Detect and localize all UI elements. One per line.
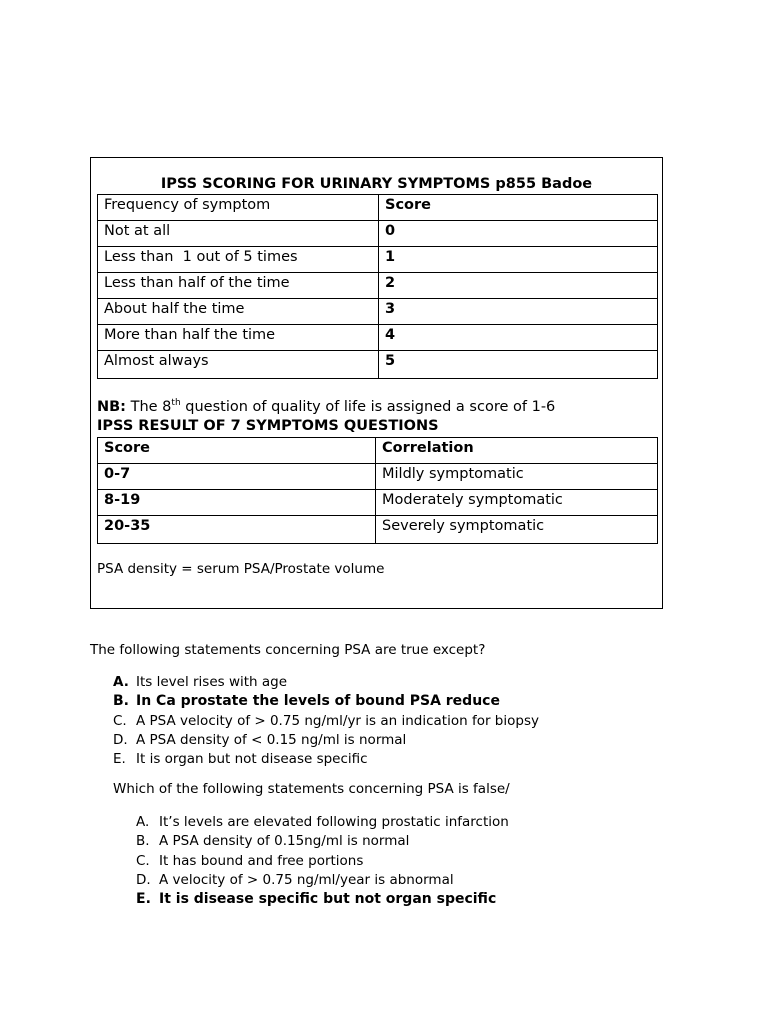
frequency-cell: Not at all: [98, 221, 379, 247]
score-cell: 0: [379, 221, 658, 247]
question-1: The following statements concerning PSA are true except?: [90, 642, 486, 658]
option-letter: A.: [136, 814, 150, 830]
option-b: [113, 692, 539, 711]
option-letter: C.: [136, 852, 150, 869]
question-1-options: [113, 673, 539, 769]
option-e: [113, 750, 539, 769]
option-letter: B.: [113, 693, 129, 710]
table-row: [98, 351, 658, 379]
option-b: [136, 832, 509, 851]
table-header-row: [98, 438, 658, 464]
option-e: [136, 890, 509, 909]
option-text: It’s levels are elevated following prostatic infarction: [159, 814, 509, 830]
score-cell: 5: [379, 351, 658, 379]
table-row: [98, 247, 658, 273]
option-d: [113, 731, 539, 750]
question-2-options: [136, 813, 509, 909]
frequency-cell: About half the time: [98, 299, 379, 325]
table-row: [98, 299, 658, 325]
header-cell: Correlation: [376, 438, 658, 464]
score-cell: 1: [379, 247, 658, 273]
nb-text-after: question of quality of life is assigned a score of 1-6: [180, 399, 556, 415]
table-row: [98, 516, 658, 544]
table-row: [98, 221, 658, 247]
ipss-box: [90, 157, 663, 609]
option-a: [113, 673, 539, 692]
header-cell: Frequency of symptom: [98, 195, 379, 221]
psa-density-formula: PSA density = serum PSA/Prostate volume: [97, 561, 385, 577]
option-text: A PSA density of < 0.15 ng/ml is normal: [136, 731, 407, 748]
result-heading: IPSS RESULT OF 7 SYMPTOMS QUESTIONS: [97, 418, 439, 434]
score-cell: 3: [379, 299, 658, 325]
nb-superscript: th: [171, 398, 181, 408]
option-text: A PSA velocity of > 0.75 ng/ml/yr is an indication for biopsy: [136, 712, 539, 729]
option-text: Its level rises with age: [136, 674, 288, 690]
ipss-title: IPSS SCORING FOR URINARY SYMPTOMS p855 Badoe: [160, 176, 593, 192]
option-d: [136, 871, 509, 890]
table-row: [98, 464, 658, 490]
option-c: [136, 852, 509, 871]
correlation-cell: Mildly symptomatic: [376, 464, 658, 490]
header-cell: Score: [379, 195, 658, 221]
table-header-row: [98, 195, 658, 221]
option-letter: C.: [113, 712, 127, 729]
option-letter: D.: [113, 731, 128, 748]
nb-note: [97, 399, 555, 415]
option-letter: E.: [136, 891, 151, 908]
option-letter: E.: [113, 751, 126, 768]
option-text: A PSA density of 0.15ng/ml is normal: [159, 833, 410, 850]
score-range-cell: 0-7: [98, 464, 376, 490]
score-cell: 2: [379, 273, 658, 299]
header-cell: Score: [98, 438, 376, 464]
frequency-table: [97, 194, 658, 379]
option-text: It is disease specific but not organ specific: [159, 891, 497, 908]
result-table: [97, 437, 658, 544]
option-a: [136, 813, 509, 832]
frequency-cell: More than half the time: [98, 325, 379, 351]
option-letter: A.: [113, 674, 129, 690]
option-text: It has bound and free portions: [159, 852, 364, 869]
table-row: [98, 273, 658, 299]
option-letter: B.: [136, 833, 150, 850]
table-row: [98, 490, 658, 516]
nb-text-before: The 8: [126, 399, 172, 415]
option-c: [113, 712, 539, 731]
option-text: In Ca prostate the levels of bound PSA reduce: [136, 693, 500, 710]
nb-label: NB:: [97, 399, 126, 415]
option-letter: D.: [136, 871, 151, 888]
question-2: Which of the following statements concerning PSA is false/: [113, 781, 510, 797]
option-text: It is organ but not disease specific: [136, 751, 368, 768]
correlation-cell: Severely symptomatic: [376, 516, 658, 544]
table-row: [98, 325, 658, 351]
frequency-cell: Almost always: [98, 351, 379, 379]
frequency-cell: Less than 1 out of 5 times: [98, 247, 379, 273]
score-cell: 4: [379, 325, 658, 351]
score-range-cell: 8-19: [98, 490, 376, 516]
correlation-cell: Moderately symptomatic: [376, 490, 658, 516]
frequency-cell: Less than half of the time: [98, 273, 379, 299]
score-range-cell: 20-35: [98, 516, 376, 544]
option-text: A velocity of > 0.75 ng/ml/year is abnormal: [159, 871, 454, 888]
